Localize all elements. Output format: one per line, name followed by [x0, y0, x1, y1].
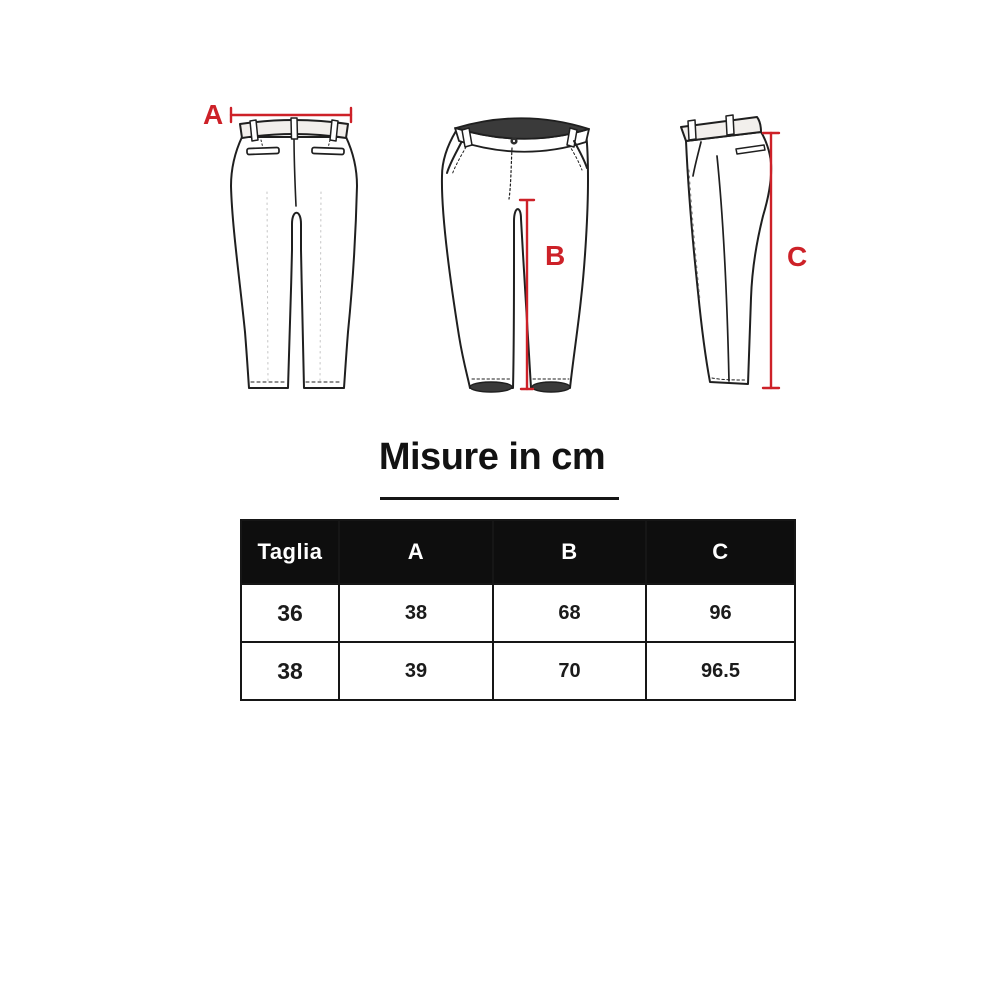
- page-title: Misure in cm: [378, 436, 606, 478]
- cell-measure-c: 96.5: [646, 642, 795, 700]
- button-center: [513, 140, 515, 142]
- cell-measure-b: 70: [493, 642, 646, 700]
- measure-label-a: A: [203, 99, 224, 130]
- column-header-c: C: [646, 520, 795, 584]
- column-header-taglia: Taglia: [241, 520, 339, 584]
- size-table: [240, 519, 796, 701]
- cell-taglia: 38: [241, 642, 339, 700]
- cell-measure-b: 68: [493, 584, 646, 642]
- pants-front-body: [442, 131, 588, 388]
- column-header-b: B: [493, 520, 646, 584]
- title-underline: [380, 497, 619, 500]
- measure-label-c: C: [787, 241, 808, 272]
- pants-front-view-diagram: [425, 95, 625, 405]
- measure-label-b: B: [545, 240, 566, 271]
- column-header-a: A: [339, 520, 493, 584]
- hem-opening-right: [532, 382, 570, 392]
- hem-opening-left: [470, 382, 512, 392]
- cell-measure-a: 39: [339, 642, 493, 700]
- size-row-38: [241, 642, 795, 700]
- pants-back-view-diagram: [195, 95, 395, 405]
- cell-taglia: 36: [241, 584, 339, 642]
- cell-measure-c: 96: [646, 584, 795, 642]
- size-row-36: [241, 584, 795, 642]
- cell-measure-a: 38: [339, 584, 493, 642]
- size-table-header-row: [241, 520, 795, 584]
